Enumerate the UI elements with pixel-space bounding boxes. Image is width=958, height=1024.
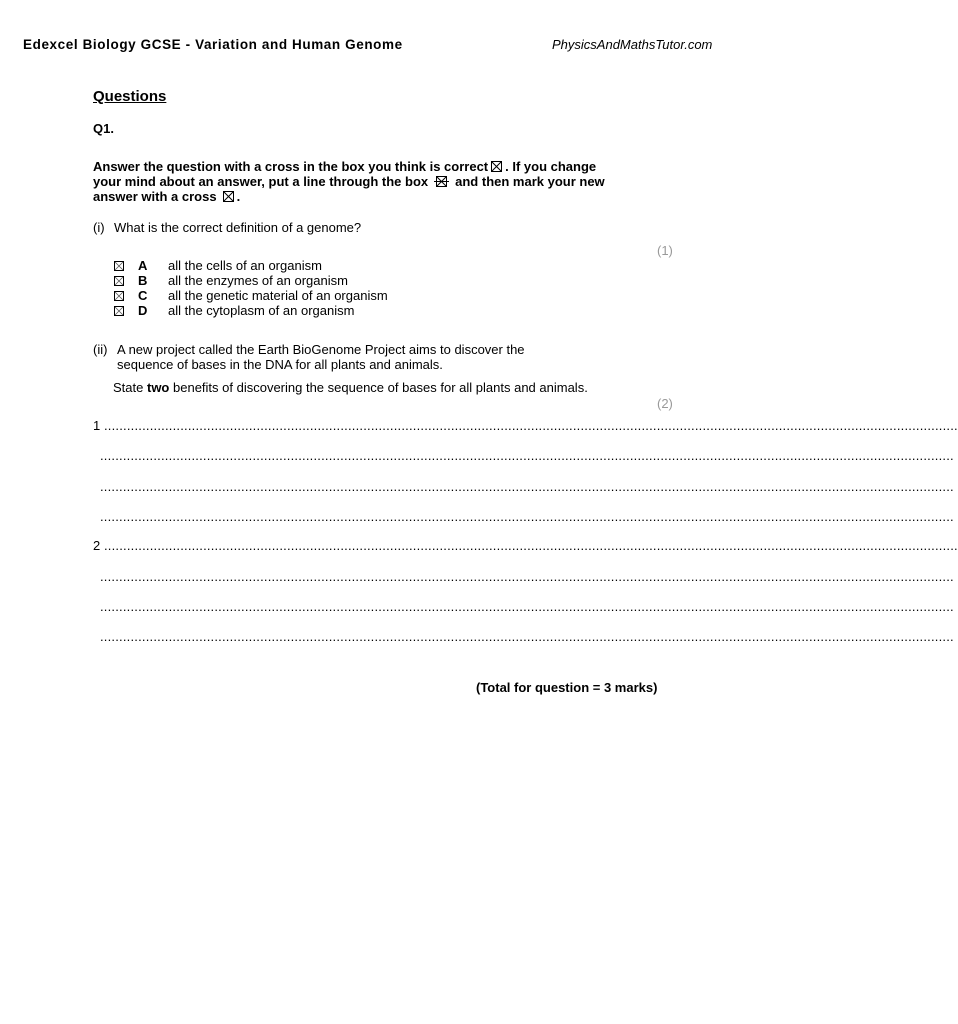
answer-checkbox[interactable] bbox=[114, 291, 124, 301]
part-ii-text-line-2: sequence of bases in the DNA for all plants and animals. bbox=[117, 357, 443, 372]
prompt-text: benefits of discovering the sequence of bases for all plants and animals. bbox=[173, 380, 588, 395]
instruction-line-2 bbox=[93, 174, 605, 189]
question-total: (Total for question = 3 marks) bbox=[476, 680, 658, 695]
instruction-text: . bbox=[236, 189, 241, 204]
part-i-question: What is the correct definition of a genome? bbox=[114, 220, 362, 235]
part-i-label: (i) bbox=[93, 220, 105, 235]
instruction-text: Answer the question with a cross in the box you think is correct bbox=[93, 159, 489, 174]
answer-line[interactable]: ................................................................................................................................................................................................................................ bbox=[100, 599, 954, 614]
option-letter: C bbox=[138, 288, 148, 303]
struck-crossed-box-icon bbox=[436, 176, 447, 187]
answer-checkbox[interactable] bbox=[114, 261, 124, 271]
question-number: Q1. bbox=[93, 121, 114, 136]
answer-label-2: 2 bbox=[93, 538, 101, 553]
answer-checkbox[interactable] bbox=[114, 276, 124, 286]
part-i-marks: (1) bbox=[657, 243, 673, 258]
option-text: all the cytoplasm of an organism bbox=[168, 303, 355, 318]
instruction-text: your mind about an answer, put a line through the box bbox=[93, 174, 429, 189]
instruction-line-3 bbox=[93, 189, 240, 204]
answer-line[interactable]: ................................................................................................................................................................................................................................ bbox=[100, 569, 954, 584]
part-ii-text-line-1: A new project called the Earth BioGenome Project aims to discover the bbox=[117, 342, 525, 357]
option-letter: D bbox=[138, 303, 148, 318]
option-text: all the genetic material of an organism bbox=[168, 288, 388, 303]
part-ii-label: (ii) bbox=[93, 342, 108, 357]
section-heading: Questions bbox=[93, 88, 167, 105]
instruction-line-1 bbox=[93, 159, 596, 174]
answer-line[interactable]: ................................................................................................................................................................................................................................ bbox=[100, 629, 954, 644]
crossed-box-icon bbox=[491, 161, 502, 172]
crossed-box-icon bbox=[223, 191, 234, 202]
prompt-emphasis: two bbox=[146, 380, 170, 395]
part-ii-marks: (2) bbox=[657, 396, 673, 411]
answer-label-1: 1 bbox=[93, 418, 101, 433]
prompt-text: State bbox=[113, 380, 144, 395]
instruction-text: . If you change bbox=[505, 159, 597, 174]
instruction-text: answer with a cross bbox=[93, 189, 217, 204]
document-header-site: PhysicsAndMathsTutor.com bbox=[552, 37, 713, 52]
answer-line[interactable]: ................................................................................................................................................................................................................................ bbox=[100, 448, 954, 463]
instruction-text: and then mark your new bbox=[455, 174, 605, 189]
option-letter: B bbox=[138, 273, 148, 288]
answer-checkbox[interactable] bbox=[114, 306, 124, 316]
answer-line[interactable]: ................................................................................................................................................................................................................................ bbox=[100, 509, 954, 524]
answer-line[interactable]: ................................................................................................................................................................................................................................ bbox=[104, 418, 958, 433]
option-text: all the enzymes of an organism bbox=[168, 273, 348, 288]
answer-line[interactable]: ................................................................................................................................................................................................................................ bbox=[104, 538, 958, 553]
answer-line[interactable]: ................................................................................................................................................................................................................................ bbox=[100, 479, 954, 494]
document-header-title: Edexcel Biology GCSE - Variation and Human Genome bbox=[23, 37, 403, 52]
option-text: all the cells of an organism bbox=[168, 258, 322, 273]
option-letter: A bbox=[138, 258, 148, 273]
part-ii-prompt bbox=[113, 380, 588, 395]
